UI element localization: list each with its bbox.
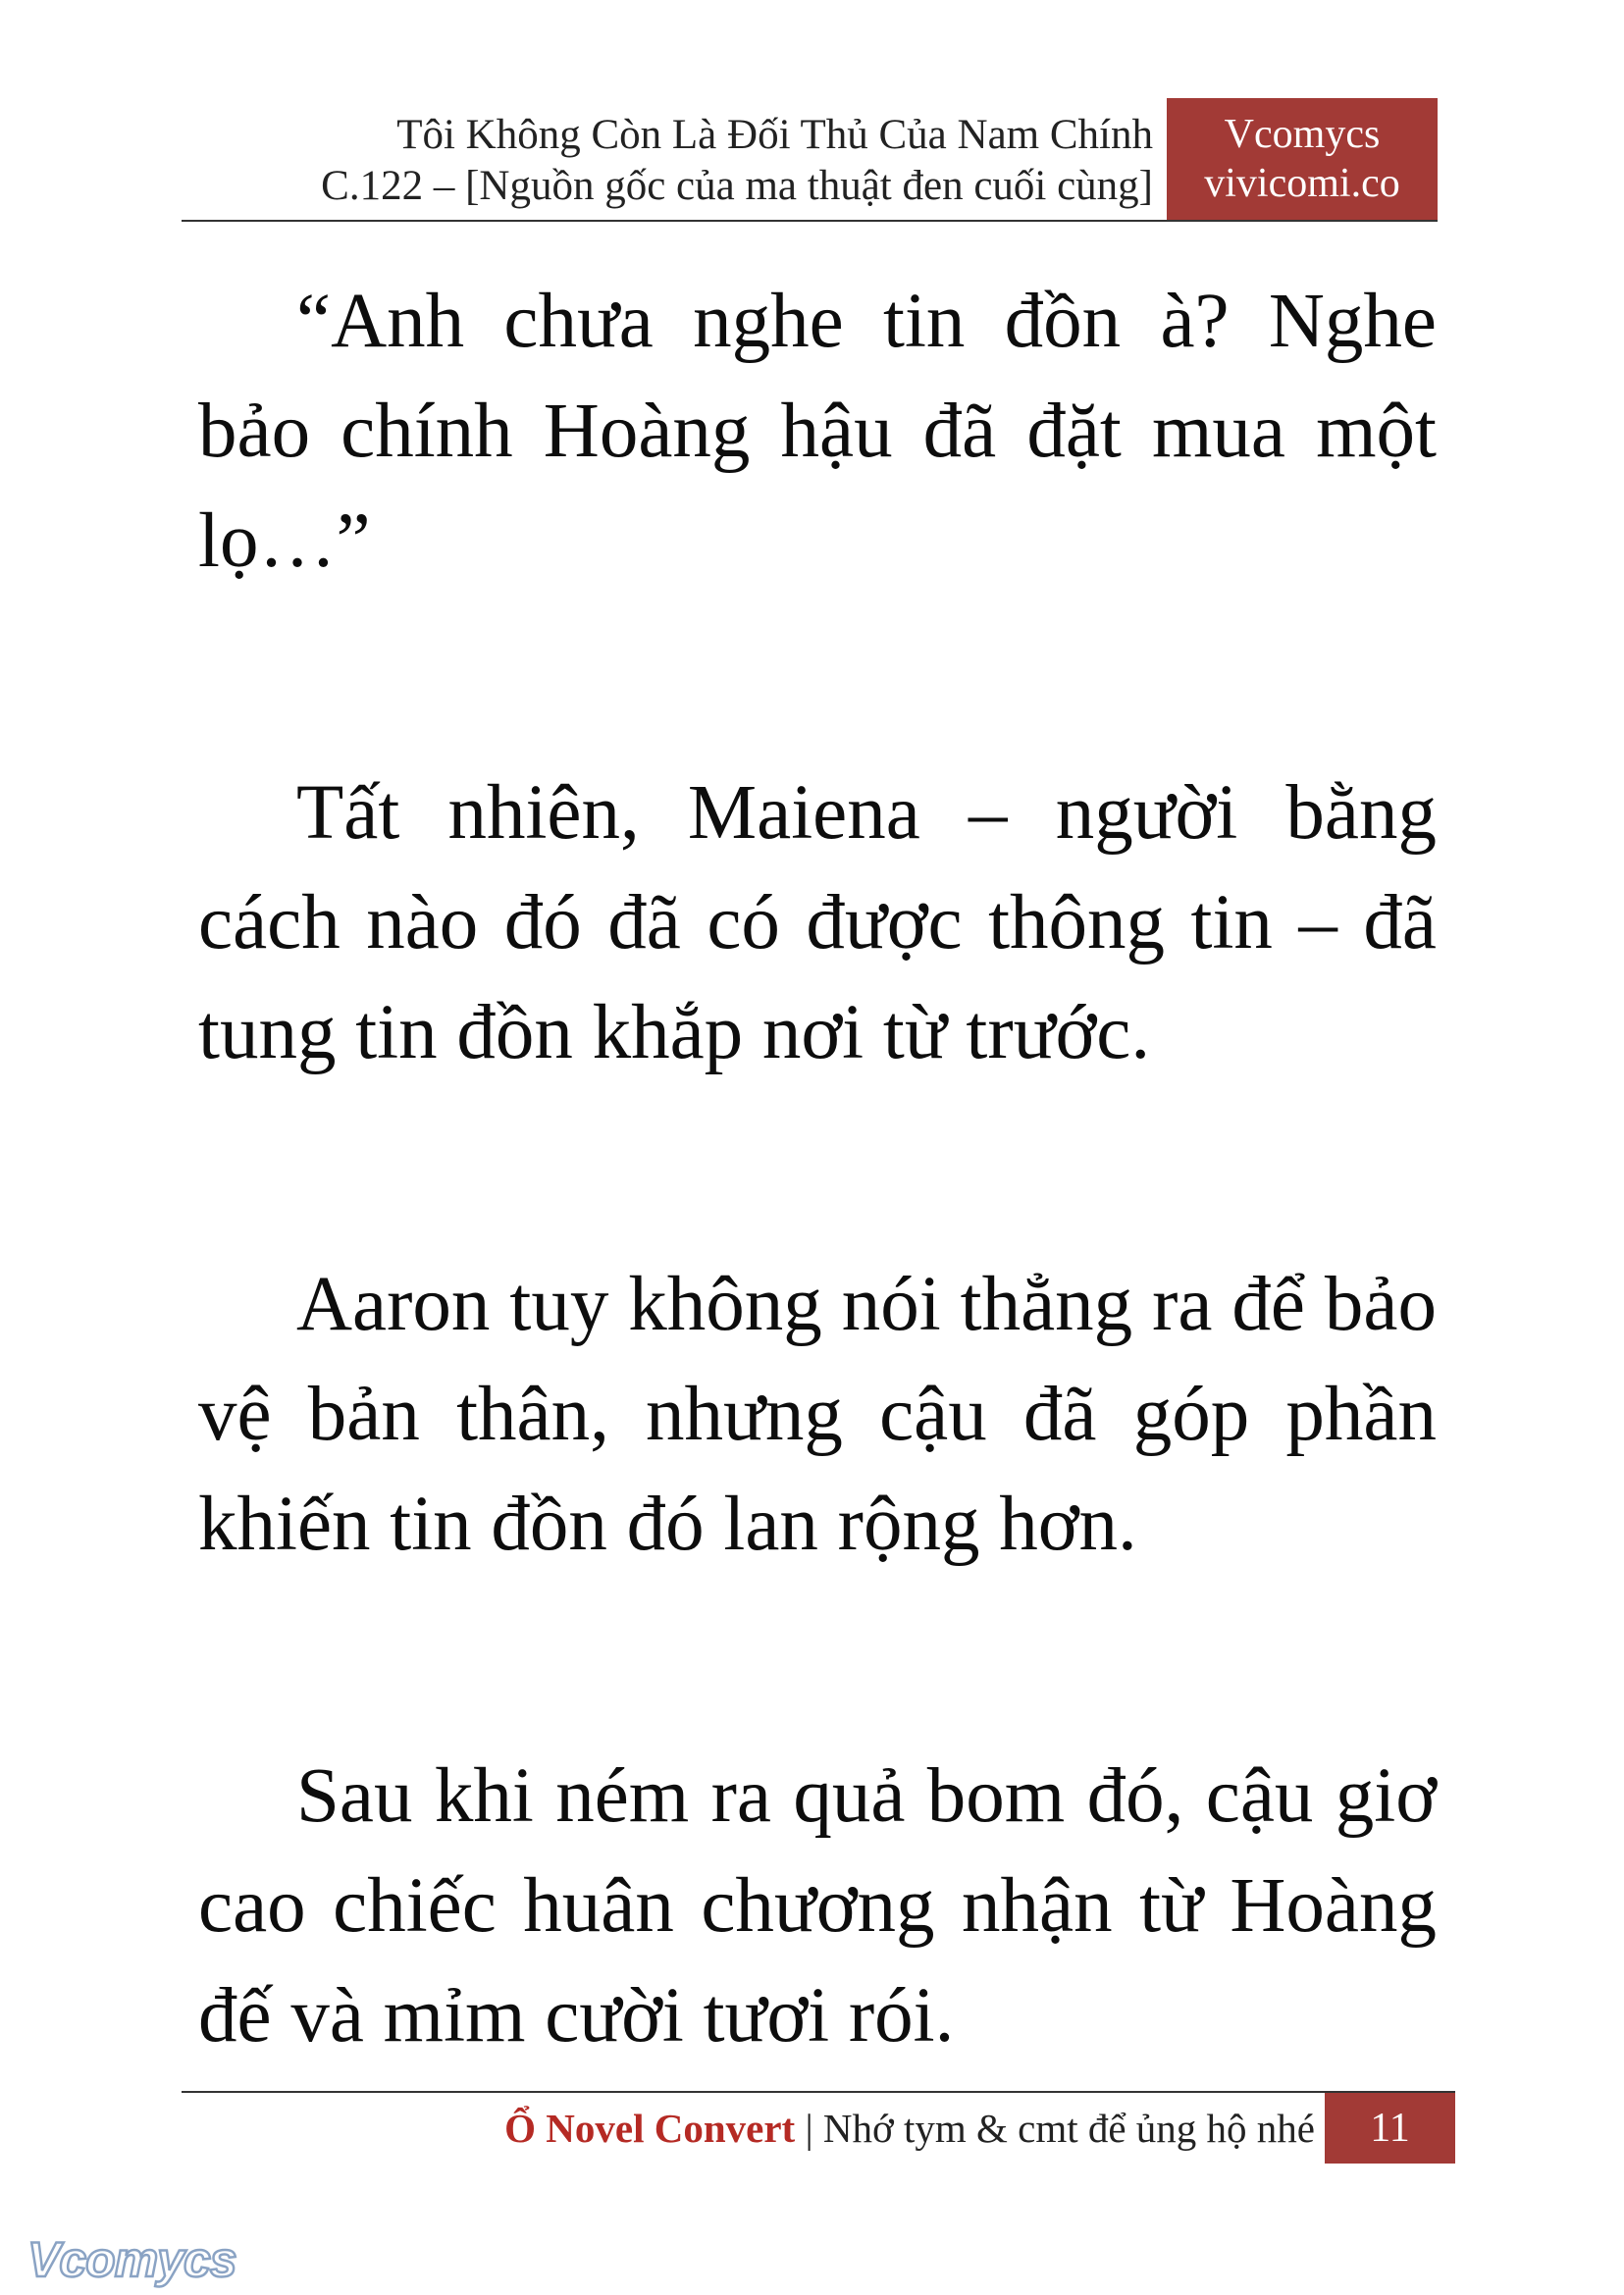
paragraph-1: “Anh chưa nghe tin đồn à? Nghe bảo chính Hoàng hậu đã đặt mua một lọ…” (198, 279, 1437, 584)
site-badge-name: Vcomycs (1224, 112, 1381, 157)
paragraph-4: Sau khi ném ra quả bom đó, cậu giơ cao chiếc huân chương nhận từ Hoàng đế và mỉm cười tươi rói. (198, 1753, 1437, 2059)
vcomycs-watermark-logo (24, 2227, 249, 2290)
paragraph-2: Tất nhiên, Maiena – người bằng cách nào đó đã có được thông tin – đã tung tin đồn khắp nơi từ trước. (198, 770, 1437, 1075)
chapter-title: C.122 – [Nguồn gốc của ma thuật đen cuối cùng] (321, 163, 1153, 209)
chapter-content (198, 267, 1437, 2233)
page-number: 11 (1325, 2093, 1455, 2164)
header-divider (182, 220, 1438, 222)
footer-separator: | (805, 2106, 813, 2151)
book-title: Tôi Không Còn Là Đối Thủ Của Nam Chính (396, 112, 1153, 158)
footer-brand: Ổ Novel Convert (504, 2106, 796, 2151)
footer-divider (182, 2091, 1455, 2093)
site-badge (1167, 98, 1438, 220)
page-header (182, 98, 1438, 222)
watermark-logo-svg (24, 2227, 249, 2290)
paragraph-3: Aaron tuy không nói thẳng ra để bảo vệ bản thân, nhưng cậu đã góp phần khiến tin đồn đó lan rộng hơn. (198, 1262, 1437, 1567)
site-badge-url: vivicomi.co (1204, 161, 1400, 206)
watermark-text: Vcomycs (27, 2232, 236, 2287)
footer-slogan: Nhớ tym & cmt để ủng hộ nhé (822, 2106, 1315, 2151)
header-titles (182, 98, 1153, 220)
page-footer (182, 2096, 1315, 2163)
